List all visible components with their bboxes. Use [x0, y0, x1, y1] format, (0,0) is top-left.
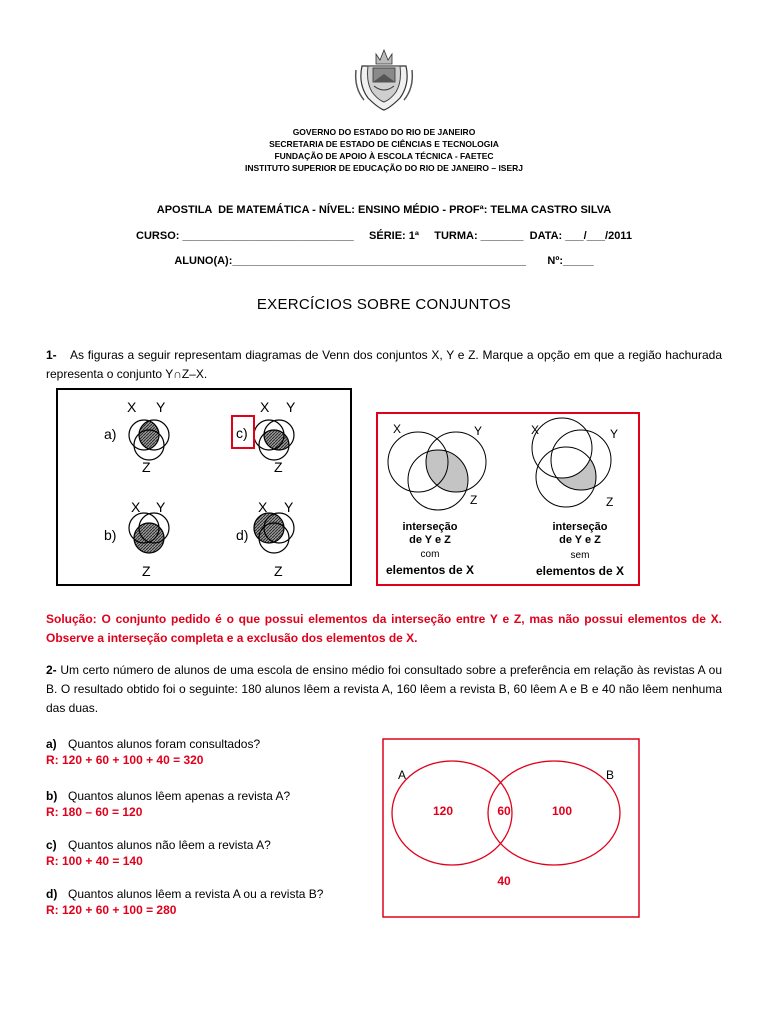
explain-2-caption-3: sem: [570, 550, 590, 561]
q2-number: 2-: [46, 663, 57, 677]
q2-text: Um certo número de alunos de uma escola de ensino médio foi consultado sobre a preferência em relação às revistas A ou B. O resultado obtido foi o seguinte: 180 alunos lêem a revista A, 160 lêem a revista B, 60 lêem A e B e 40 não lêem nenhuma das duas.: [46, 663, 722, 715]
q2-item-b-answer: R: 180 – 60 = 120: [46, 805, 143, 819]
q1-solution: Solução: O conjunto pedido é o que possui elementos da interseção entre Y e Z, mas não possui elementos de X. Observe a interseção completa e a exclusão dos elementos de X.: [46, 612, 722, 645]
explain-1-y: Y: [474, 424, 483, 438]
venn-both: 60: [497, 804, 511, 818]
q1-explain-box: [376, 412, 640, 586]
option-d-diagram[interactable]: [254, 513, 294, 553]
option-c-z: Z: [274, 459, 283, 475]
option-c-label: c): [236, 425, 248, 441]
form-row-student: ALUNO(A):________________________________________________ Nº:_____: [174, 255, 594, 267]
venn-universe: [383, 739, 639, 917]
explain-1-caption-2: de Y e Z: [409, 534, 451, 546]
q2-item-b-label: b): [46, 789, 58, 803]
option-d-z: Z: [274, 563, 283, 579]
q2-item-c-answer: R: 100 + 40 = 140: [46, 854, 143, 868]
explain-1-caption-1: interseção: [402, 521, 458, 533]
q2-item-c-label: c): [46, 838, 57, 852]
form-row-course: CURSO: ____________________________ SÉRIE: 1ª TURMA: _______ DATA: ___/___/2011: [136, 230, 632, 242]
option-b-x: X: [131, 499, 141, 515]
subject-line: APOSTILA DE MATEMÁTICA - NÍVEL: ENSINO MÉDIO - PROFª: TELMA CASTRO SILVA: [156, 204, 612, 216]
header-line-3: FUNDAÇÃO DE APOIO À ESCOLA TÉCNICA - FAETEC: [274, 151, 494, 161]
q1-options-box: [56, 388, 352, 586]
q2-statement: [46, 661, 722, 718]
page-title: EXERCÍCIOS SOBRE CONJUNTOS: [256, 296, 512, 313]
option-d-x: X: [258, 499, 268, 515]
explain-2-z: Z: [606, 495, 614, 509]
venn-outside: 40: [497, 874, 511, 888]
option-a-x: X: [127, 399, 137, 415]
option-a-y: Y: [156, 399, 166, 415]
q2-item-a-label: a): [46, 737, 57, 751]
venn-only-a: 120: [432, 804, 454, 818]
q2-item-b-question: Quantos alunos lêem apenas a revista A?: [68, 789, 291, 803]
q2-item-a: [46, 736, 366, 768]
q1-number: 1-: [46, 348, 57, 362]
header-line-2: SECRETARIA DE ESTADO DE CIÊNCIAS E TECNOLOGIA: [269, 139, 499, 149]
explain-1-x: X: [393, 422, 402, 436]
q2-item-d-question: Quantos alunos lêem a revista A ou a revista B?: [68, 887, 324, 901]
option-c-x: X: [260, 399, 270, 415]
option-b-label: b): [104, 527, 117, 543]
option-d-label: d): [236, 527, 249, 543]
q2-item-c: [46, 837, 366, 869]
option-a-diagram[interactable]: [129, 420, 169, 460]
option-c-diagram[interactable]: [254, 420, 294, 460]
explain-2-y: Y: [610, 427, 619, 441]
venn-label-b: B: [606, 768, 615, 782]
explain-2-caption-2: de Y e Z: [559, 534, 601, 546]
option-b-y: Y: [156, 499, 166, 515]
option-a-label: a): [104, 426, 117, 442]
option-a-z: Z: [142, 459, 151, 475]
option-c-y: Y: [286, 399, 296, 415]
explain-without-x-diagram: [532, 418, 614, 509]
header-institution: [0, 126, 768, 174]
explain-2-caption-4: elementos de X: [535, 564, 625, 578]
q2-item-d-label: d): [46, 887, 58, 901]
venn-only-b: 100: [551, 804, 573, 818]
q2-item-a-answer: R: 120 + 60 + 100 + 40 = 320: [46, 753, 204, 767]
option-d-y: Y: [284, 499, 294, 515]
venn-label-a: A: [398, 768, 407, 782]
q2-item-d: [46, 886, 366, 918]
explain-1-caption-4: elementos de X: [385, 563, 475, 577]
header-line-4: INSTITUTO SUPERIOR DE EDUCAÇÃO DO RIO DE JANEIRO – ISERJ: [244, 163, 524, 173]
q1-text: As figuras a seguir representam diagramas de Venn dos conjuntos X, Y e Z. Marque a opção em que a região hachurada representa o conjunto Y∩Z–X.: [46, 348, 722, 381]
option-b-z: Z: [142, 563, 151, 579]
option-b-diagram[interactable]: [129, 513, 169, 553]
q2-item-a-question: Quantos alunos foram consultados?: [68, 737, 261, 751]
q2-item-b: [46, 788, 366, 820]
q2-item-c-question: Quantos alunos não lêem a revista A?: [68, 838, 271, 852]
explain-1-z: Z: [470, 493, 478, 507]
state-seal: [352, 44, 416, 112]
explain-1-caption-3: com: [420, 549, 440, 560]
explain-2-caption-1: interseção: [552, 521, 608, 533]
header-line-1: GOVERNO DO ESTADO DO RIO DE JANEIRO: [292, 127, 476, 137]
q2-item-d-answer: R: 120 + 60 + 100 = 280: [46, 903, 177, 917]
q2-venn-diagram: [382, 738, 640, 918]
explain-2-x: X: [531, 423, 540, 437]
q1-statement: [46, 346, 722, 384]
